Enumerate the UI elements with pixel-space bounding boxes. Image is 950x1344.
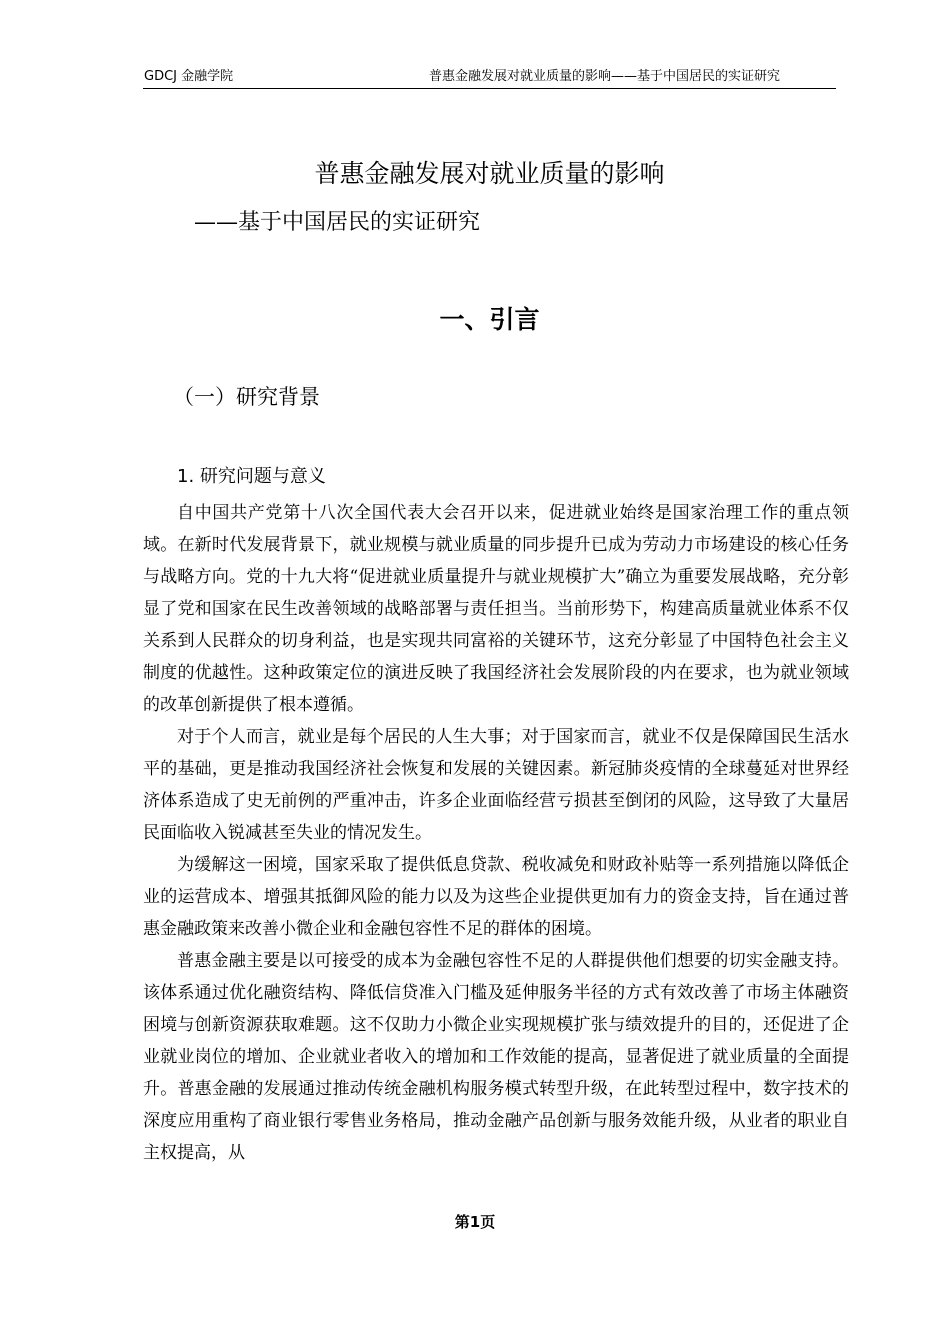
paragraph: 普惠金融主要是以可接受的成本为金融包容性不足的人群提供他们想要的切实金融支持。该体系通过优化融资结构、降低信贷准入门槛及延伸服务半径的方式有效改善了市场主体融资困境与创新资源获取难题。这不仅助力小微企业实现规模扩张与绩效提升的目的，还促进了企业就业岗位的增加、企业就业者收入的增加和工作效能的提高，显著促进了就业质量的全面提升。普惠金融的发展通过推动传统金融机构服务模式转型升级，在此转型过程中，数字技术的深度应用重构了商业银行零售业务格局，推动金融产品创新与服务效能升级，从业者的职业自主权提高，从 — [143, 951, 849, 1163]
body-text — [143, 497, 849, 1169]
document-subtitle: ——基于中国居民的实证研究 — [194, 210, 481, 235]
subsection-heading: （一）研究背景 — [173, 385, 320, 409]
header-right-text: 普惠金融发展对就业质量的影响——基于中国居民的实证研究 — [428, 69, 780, 84]
page-number: 第1页 — [454, 1213, 496, 1231]
paragraph: 自中国共产党第十八次全国代表大会召开以来，促进就业始终是国家治理工作的重点领域。在新时代发展背景下，就业规模与就业质量的同步提升已成为劳动力市场建设的核心任务与战略方向。党的十九大将“促进就业质量提升与就业规模扩大”确立为重要发展战略，充分彰显了党和国家在民生改善领域的战略部署与责任担当。当前形势下，构建高质量就业体系不仅关系到人民群众的切身利益，也是实现共同富裕的关键环节，这充分彰显了中国特色社会主义制度的优越性。这种政策定位的演进反映了我国经济社会发展阶段的内在要求，也为就业领域的改革创新提供了根本遵循。 — [143, 503, 849, 715]
header-left-text: GDCJ 金融学院 — [144, 69, 234, 84]
subsubsection-heading: 1. 研究问题与意义 — [177, 466, 326, 487]
paragraph: 对于个人而言，就业是每个居民的人生大事；对于国家而言，就业不仅是保障国民生活水平的基础，更是推动我国经济社会恢复和发展的关键因素。新冠肺炎疫情的全球蔓延对世界经济体系造成了史无前例的严重冲击，许多企业面临经营亏损甚至倒闭的风险，这导致了大量居民面临收入锐减甚至失业的情况发生。 — [143, 727, 849, 843]
page-header — [143, 68, 836, 89]
section-heading: 一、引言 — [439, 305, 540, 334]
paragraph: 为缓解这一困境，国家采取了提供低息贷款、税收减免和财政补贴等一系列措施以降低企业的运营成本、增强其抵御风险的能力以及为这些企业提供更加有力的资金支持，旨在通过普惠金融政策来改善小微企业和金融包容性不足的群体的困境。 — [143, 855, 849, 939]
document-title: 普惠金融发展对就业质量的影响 — [314, 159, 665, 188]
